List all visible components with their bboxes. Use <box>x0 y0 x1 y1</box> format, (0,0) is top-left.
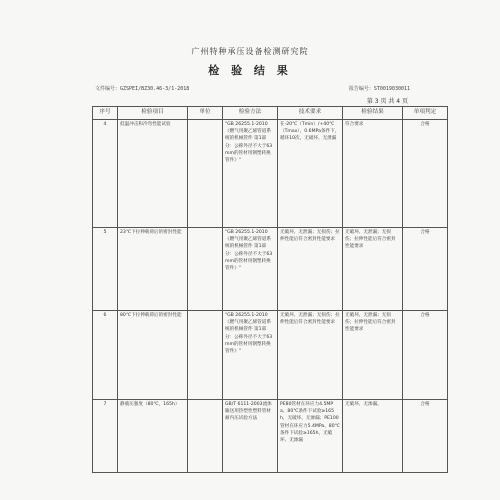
cell-result: 无破坏、无渗漏。 <box>343 400 403 473</box>
cell-item: 80℃下拉伸载荷后的密封性能 <box>118 311 188 400</box>
cell-unit <box>188 228 223 311</box>
cell-item: 23℃下拉伸载荷后的密封性能 <box>118 228 188 311</box>
header-result: 检验结果 <box>343 107 403 120</box>
cell-judgement: 合格 <box>403 400 448 473</box>
cell-requirement: 无破坏、无泄漏；无损伤；拉伸性能后符合密封性能要求 <box>278 311 343 400</box>
table-row <box>93 120 448 228</box>
cell-unit <box>188 311 223 400</box>
header-requirement: 技术要求 <box>278 107 343 120</box>
cell-requirement: PE80管材在环应力4.5MPa、80℃条件下试验≥165h，无破坏、无渗漏；PE100管材在环应力5.4MPa、80℃条件下试验≥165h，无破坏、无渗漏 <box>278 400 343 473</box>
document-number-value: GZSPEI/BZ30.46-3/1-2018 <box>120 86 190 92</box>
results-table <box>92 106 448 473</box>
cell-method: "GB 26255.1-2010《燃气用聚乙烯管道系统的机械管件 第1部分：公称外径不大于63mm的管材用钢塑转换管件》" <box>223 228 278 311</box>
header-judgement: 单项判定 <box>403 107 448 120</box>
cell-item: 低温冲击和冷弯性能试验 <box>118 120 188 228</box>
report-number-value: ST0019030011 <box>373 86 410 92</box>
cell-requirement: 在-20℃（Tmin）/+40℃（Tmax）、0.6MPa条件下，循环10次，无破坏、无泄漏 <box>278 120 343 228</box>
cell-requirement: 无破坏、无泄漏；无损伤；拉伸性能后符合密封性能要求 <box>278 228 343 311</box>
header-unit: 单位 <box>188 107 223 120</box>
cell-unit <box>188 400 223 473</box>
cell-method: GB/T 6111-2003流体输送用热塑性塑料管材耐内压试验方法 <box>223 400 278 473</box>
cell-num: 6 <box>93 311 118 400</box>
header-method: 检验方法 <box>223 107 278 120</box>
cell-item: 静液压强度（80℃，165h） <box>118 400 188 473</box>
table-row <box>93 311 448 400</box>
cell-method: "GB 26255.1-2010《燃气用聚乙烯管道系统的机械管件 第1部分：公称外径不大于63mm的管材用钢塑转换管件》" <box>223 311 278 400</box>
cell-num: 4 <box>93 120 118 228</box>
cell-judgement: 合格 <box>403 228 448 311</box>
table-row <box>93 400 448 473</box>
page-info: 第 3 页 共 4 页 <box>366 98 408 105</box>
cell-judgement: 合格 <box>403 311 448 400</box>
cell-judgement: 合格 <box>403 120 448 228</box>
table-row <box>93 228 448 311</box>
header-item: 检验项目 <box>118 107 188 120</box>
cell-num: 5 <box>93 228 118 311</box>
cell-result: 无破坏、无泄漏；无损伤；拉伸性能后符合密封性能要求 <box>343 311 403 400</box>
table-header-row <box>93 107 448 120</box>
report-number <box>349 85 410 92</box>
cell-result: 符合要求 <box>343 120 403 228</box>
document-number <box>95 85 189 92</box>
organization-name: 广州特种承压设备检测研究院 <box>191 47 309 56</box>
header-num: 序号 <box>93 107 118 120</box>
cell-result: 无破坏、无泄漏；无损伤；拉伸性能后符合密封性能要求 <box>343 228 403 311</box>
document-number-label: 文件编号： <box>95 86 121 92</box>
cell-unit <box>188 120 223 228</box>
report-number-label: 报告编号： <box>348 86 374 92</box>
document-title: 检 验 结 果 <box>208 64 292 77</box>
cell-num: 7 <box>93 400 118 473</box>
cell-method: "GB 26255.1-2010《燃气用聚乙烯管道系统的机械管件 第1部分：公称外径不大于63mm的管材用钢塑转换管件》" <box>223 120 278 228</box>
